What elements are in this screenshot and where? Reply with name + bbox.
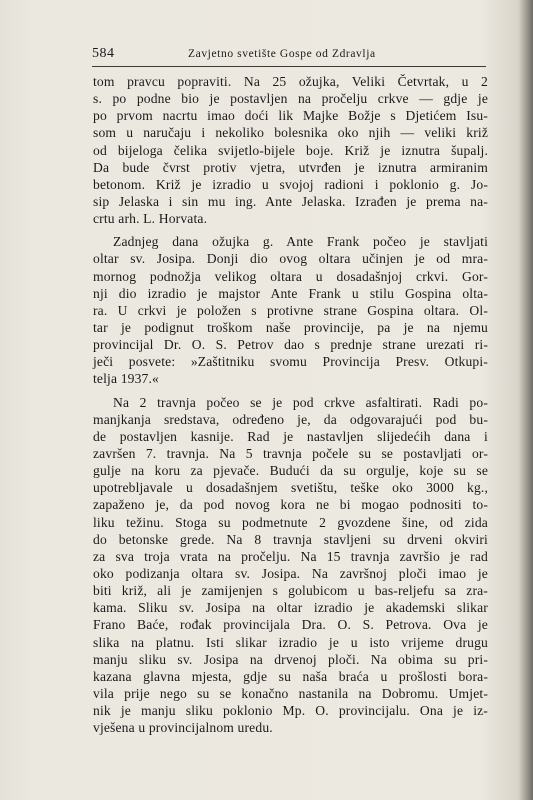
text-line: upotrebljavale u dosadašnjem svetištu, teške oko 3000 kg., [93,480,488,496]
text-line: manju sliku sv. Josipa na drvenoj ploči. Na obima su pri- [93,651,488,667]
text-line: do betonske grede. Na 8 travnja stavljeni su drveni okviri [93,531,488,547]
page-number: 584 [92,46,115,61]
text-line: oko podizanja oltara sv. Josipa. Na završnoj ploči imao je [93,565,488,581]
text-line: betonom. Križ je izradio u svojoj radioni i poklonio g. Jo- [93,176,488,192]
text-line: mornog podnožja velikog oltara u dosadašnjoj crkvi. Gor- [93,268,488,284]
text-line: Da bude čvrst protiv vjetra, utvrđen je iznutra armiranim [93,159,488,175]
text-line: oltar sv. Josipa. Donji dio ovog oltara učinjen je od mra- [93,251,488,267]
text-line: crtu arh. L. Horvata. [93,211,208,227]
text-line: Na 2 travnja počeo se je pod crkve asfaltirati. Radi po- [113,394,488,410]
text-line: ra. U crkvi je položen s protivne strane Gospina oltara. Ol- [93,302,488,318]
text-line: biti križ, ali je zamijenjen s golubicom u bas-reljefu sa zra- [93,583,488,599]
body-text [93,73,488,736]
text-line: telja 1937.« [93,371,159,387]
text-line: gulje na koru za pjevače. Budući da su orgulje, koje su se [93,463,488,479]
text-line: liku težinu. Stoga su podmetnute 2 gvozdene šine, od zida [93,514,488,530]
paragraph-3 [93,394,488,737]
text-line: sip Jelaska i sin mu ing. Ante Jelaska. Izrađen je prema na- [93,193,488,209]
text-line: Zadnjeg dana ožujka g. Ante Frank počeo je stavljati [113,234,488,250]
text-line: vješena u provincijalnom uredu. [93,720,273,736]
text-line: tom pravcu popraviti. Na 25 ožujka, Veliki Četvrtak, u 2 [93,74,488,89]
text-line: manjkanja sredstava, određeno je, da odgovarajući pod bu- [93,411,488,427]
text-line: provincijal Dr. O. S. Petrov dao s prednje strane urezati ri- [93,337,488,353]
text-line: ječi posvete: »Zaštitniku svomu Provincija Presv. Otkupi- [93,354,488,370]
text-line: som u naručaju i nekoliko bolesnika oko njih — veliki križ [93,125,488,141]
text-line: završen 7. travnja. Na 5 travnja počele su se postavljati or- [93,445,488,461]
paragraph-1 [93,73,488,227]
text-line: zapaženo je, da pod novog kora ne bi mogao podnositi to- [93,497,488,513]
text-line: tar je podignut troškom naše provincije, pa je na njemu [93,319,488,335]
text-line: slika na platnu. Isti slikar izradio je u isto vrijeme drugu [93,634,488,650]
text-line: po prvom nacrtu imao doći lik Majke Božje s Djetićem Isu- [93,108,488,124]
running-title: Zavjetno svetište Gospe od Zdravlja [188,48,376,60]
text-line: de postavljen kasnije. Rad je nastavljen slijedećih dana i [93,428,488,444]
page-header [92,46,486,67]
text-line: kama. Sliku sv. Josipa na oltar izradio je akademski slikar [93,600,488,616]
spine-shadow [519,0,533,800]
text-line: za sva troja vrata na pročelju. Na 15 travnja završio je rad [93,548,488,564]
text-line: nji dio izradio je majstor Ante Frank u stilu Gospina olta- [93,285,488,301]
text-line: s. po podne bio je postavljen na pročelju crkve — gdje je [93,91,488,107]
text-line: nik je manju sliku poklonio Mp. O. provincijalu. Ona je iz- [93,703,488,719]
text-line: kazana glavna mjesta, gdje su naša braća u prošlosti bora- [93,668,488,684]
text-line: vila prije nego su se konačno nastanila na Dobromu. Umjet- [93,685,488,701]
paragraph-2 [93,233,488,387]
text-line: Frano Baće, rođak provincijala Dra. O. S. Petrova. Ova je [93,617,488,633]
text-line: od bijeloga čelika svijetlo-bijele boje. Križ je iznutra šupalj. [93,142,488,158]
